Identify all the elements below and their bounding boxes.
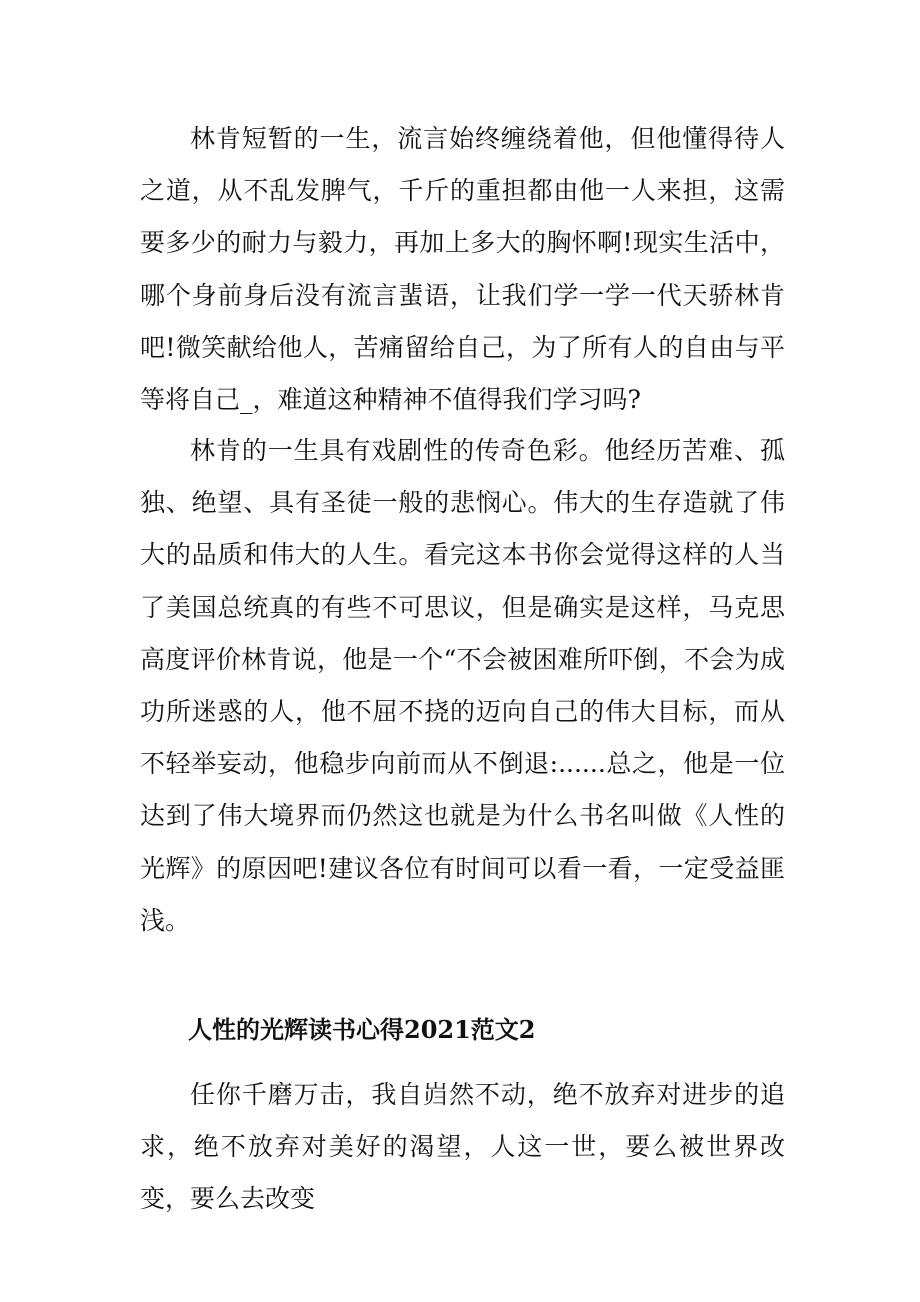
section-heading: 人性的光辉读书心得2021范文2 (188, 1015, 536, 1044)
body-paragraph-2: 林肯的一生具有戏剧性的传奇色彩。他经历苦难、孤独、绝望、具有圣徒一般的悲悯心。伟大的生存造就了伟大的品质和伟大的人生。看完这本书你会觉得这样的人当了美国总统真的有些不可思议，但是确实是这样，马克思高度评价林肯说，他是一个“不会被困难所吓倒，不会为成功所迷惑的人，他不屈不挠的迈向自己的伟大目标，而从不轻举妄动，他稳步向前而从不倒退:......总之，他是一位达到了伟大境界而仍然这也就是为什么书名叫做《人性的光辉》的原因吧!建议各位有时间可以看一看，一定受益匪浅。 (140, 436, 785, 935)
body-paragraph-1: 林肯短暂的一生，流言始终缠绕着他，但他懂得待人之道，从不乱发脾气，千斤的重担都由他一人来担，这需要多少的耐力与毅力，再加上多大的胸怀啊!现实生活中，哪个身前身后没有流言蜚语，让我们学一学一代天骄林肯吧!微笑献给他人，苦痛留给自己，为了所有人的自由与平等将自己_，难道这种精神不值得我们学习吗? (140, 124, 785, 415)
body-paragraph-3: 任你千磨万击，我自岿然不动，绝不放弃对进步的追求，绝不放弃对美好的渴望，人这一世，要么被世界改变，要么去改变 (140, 1080, 785, 1214)
